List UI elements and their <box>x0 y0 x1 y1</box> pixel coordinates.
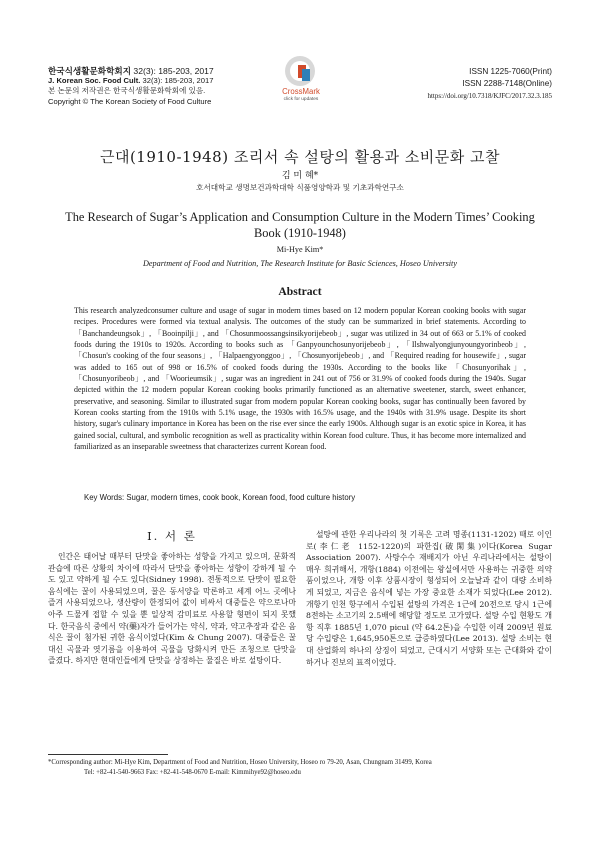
issn-print: ISSN 1225-7060(Print) <box>469 67 552 76</box>
issn-block <box>427 66 552 102</box>
keywords: Key Words: Sugar, modern times, cook book, Korean food, food culture history <box>84 493 356 502</box>
journal-name-en: J. Korean Soc. Food Cult. <box>48 76 141 86</box>
footnote-line-1: *Corresponding author: Mi-Hye Kim, Department of Food and Nutrition, Hoseo University, Hoseo ro 79-20, Asan, Chungnam 31499, Korea <box>48 759 432 766</box>
crossmark-badge[interactable] <box>276 56 326 114</box>
crossmark-label: CrossMark <box>282 87 320 96</box>
affiliation-en: Department of Food and Nutrition, The Research Institute for Basic Sciences, Hoseo University <box>143 259 457 268</box>
journal-volume-kr: 32(3): 185-203, 2017 <box>131 66 214 76</box>
journal-header <box>48 66 278 107</box>
footnote-line-2: Tel: +82-41-540-9663 Fax: +82-41-548-0670 E-mail: Kimmihye92@hoseo.edu <box>84 769 301 776</box>
paper-title-en: The Research of Sugar’s Application and Consumption Culture in the Modern Times’ Cooking Book (1910-1948) <box>65 210 535 240</box>
crossmark-sublabel: click for updates <box>283 97 319 102</box>
abstract-body: This research analyzedconsumer culture and usage of sugar in modern times based on 12 modern popular Korean cooking books with sugar recipes. Procedures were formed via textual analysis. The outcomes of the study can be summarized in brief statements. According to 「Banchandeungsok」, 「Booinpilji」, and 「Chosunmoossangsinsikyorijebeob」, sugar was utilized in 34 out of 663 or 5.1% of cooked foods during the 1910s to 1920s. According to books such as 「Ganpyounchosunyorijebeob」, 「Ilshwalyongjunyoungyorinbeob」, 「Chosun's cooking of the four seasons」, 「Halpaengyonggoo」, 「Chosunyorijebeob」, and 「Required reading for housewife」, sugar was added to 165 out of 998 or 16.5% of cooked foods during the 1930s. According to the books like 「Chosunyorihak」, 「Chosunyoribeob」, and 「Woorieumsik」, sugar was an ingredient in 241 out of 756 or 31.9% of cooked foods during the 1940s. Sugar depicted within the 12 modern popular Korean cooking books primarily functioned as an alternative sweetener, starch, sweet enhancer, preservative, and seasoning. Similar to illustrated sugar from modern popular Korean cooking books, sugar has continually been favored by Korean cooks starting from the 1910s with 5.1% usage, the 1930s with 16.5% usage, and the 1940s with 31.9% usage. Despite its short history, sugar's culinary importance in Korea has been on the rise ever since the early 1900s. Although sugar is an exotic spice in Korea, it has gained social, cultural, and symbolic recognition as well as practicality within Korean food culture. Thus, it has become more internalized and familiarized as an inseparable sweetness that characterizes current Korean food. <box>74 306 526 452</box>
footnote <box>48 758 518 778</box>
author-kr: 김 미 혜* <box>281 171 319 181</box>
crossmark-icon <box>285 56 315 86</box>
affiliation-kr: 호서대학교 생명보건과학대학 식품영양학과 및 기초과학연구소 <box>196 183 404 192</box>
author-en: Mi-Hye Kim* <box>276 245 324 254</box>
abstract-heading: Abstract <box>278 285 322 298</box>
doi-link[interactable]: https://doi.org/10.7318/KJFC/2017.32.3.185 <box>427 92 552 100</box>
footnote-divider <box>48 754 168 755</box>
journal-name-kr: 한국식생활문화학회지 <box>48 66 132 76</box>
body-column-right: 설탕에 관한 우리나라의 첫 기록은 고려 명종(1131-1202) 때로 이인로(李仁老 1152-1220)의 파한집(破閑集)이다(Korea Sugar Association 2007). 사탕수수 재배지가 아닌 우리나라에서는 설탕이 매우 희귀해서, 개항(1884) 이전에는 왕실에서만 사용하는 귀중한 의약품이었으나, 개항 이후 상품시장이 형성되어 오늘날과 같이 대량 소비하게 되었고, 지금은 음식에 넣는 가장 중요한 소재가 되었다(Lee 2012). 개항기 인천 항구에서 수입된 설탕의 가격은 1근에 20전으로 당시 1근에 8전하는 소고기의 2.5배에 해당할 정도로 고가였다. 설탕 수입 현황도 개항 직후 1885년 1,070 picul (약 64.2톤)을 수입한 이래 2009년 원료당 수입량은 1,645,950톤으로 급증하였다(Lee 2013). 설탕 소비는 현대 산업화의 하나의 상징이 되었고, 근대시기 서양화 또는 근대화와 같이 하거나 진보의 표적이었다. <box>306 530 552 667</box>
body-column-left: 인간은 태어날 때부터 단맛을 좋아하는 성향을 가지고 있으며, 문화적 관습에 따른 상황의 차이에 따라서 단맛을 좋아하는 성향이 강하게 될 수도 있고 약하게 될 수도 있다(Sidney 1998). 전통적으로 단맛이 필요한 음식에는 꿀이 사용되었으며, 꿀은 동서양을 막론하고 세계 어느 곳에나 즐겨 사용되었으나, 생산량이 한정되어 값이 비싸서 대중들은 약으로나마 아주 드물게 접할 수 있을 뿐 일상적 감미료로 사용할 형편이 되지 못했다. 한국음식 중에서 약(藥)자가 들어가는 약식, 약과, 약고추장과 같은 음식은 꿀이 첨가된 귀한 음식이었다(Kim & Chung 2007). 대중들은 꿀 대신 곡물과 엿기름을 이용하여 곡물을 당화시켜 만든 조청으로 단맛을 즐겼다. 하지만 현대인들에게 단맛을 상징하는 물질은 바로 설탕이다. <box>48 552 296 666</box>
copyright-en: Copyright © The Korean Society of Food Culture <box>48 96 212 106</box>
copyright-kr: 본 논문의 저작권은 한국식생활문화학회에 있음. <box>48 86 206 96</box>
section-heading: I. 서 론 <box>147 529 197 543</box>
paper-title-kr: 근대(1910-1948) 조리서 속 설탕의 활용과 소비문화 고찰 <box>99 148 501 166</box>
journal-volume-en: 32(3): 185-203, 2017 <box>140 76 214 86</box>
issn-online: ISSN 2288-7148(Online) <box>462 79 552 88</box>
